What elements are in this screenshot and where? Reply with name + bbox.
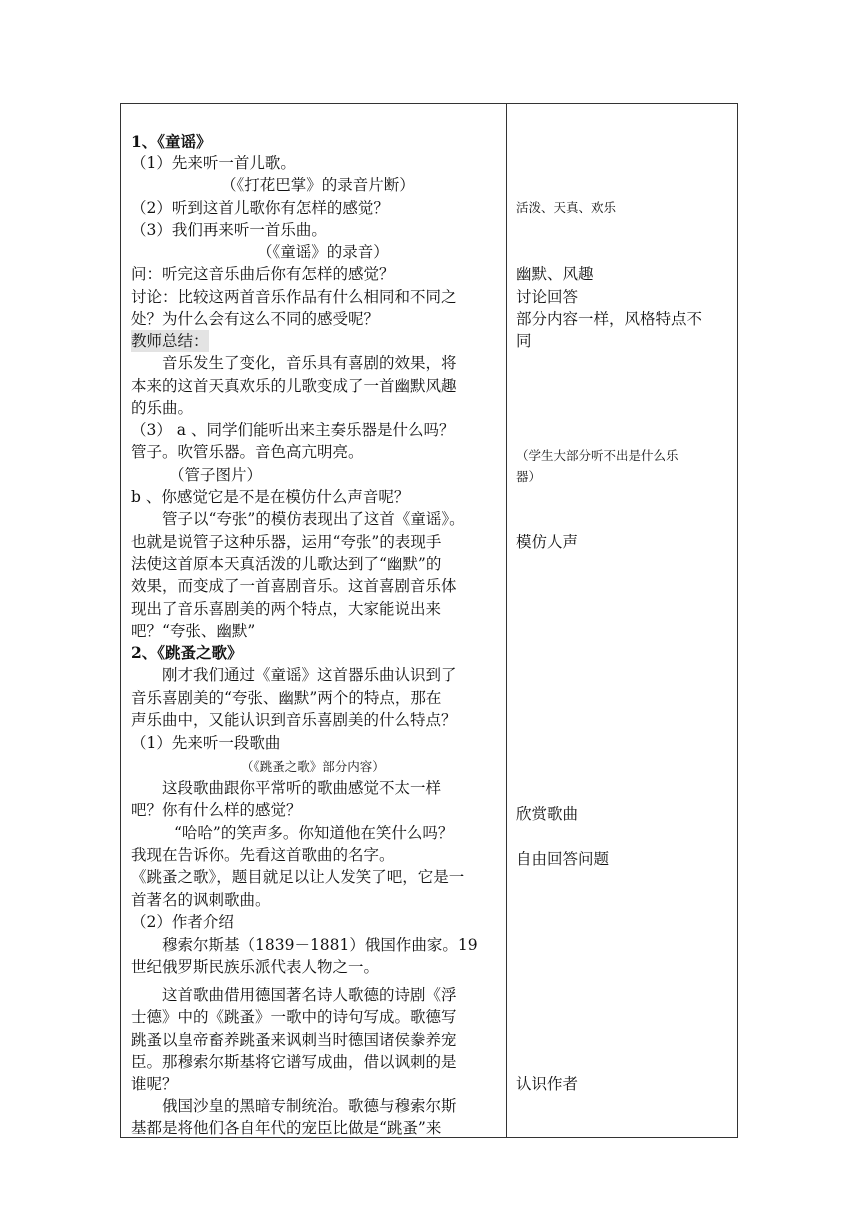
left-line: 法使这首原本天真活泼的儿歌达到了“幽默”的 bbox=[131, 555, 442, 573]
left-line: 这首歌曲借用德国著名诗人歌德的诗剧《浮 bbox=[162, 986, 457, 1004]
left-line: 臣。那穆索尔斯基将它谱写成曲，借以讽刺的是 bbox=[131, 1053, 457, 1071]
left-line: 处？为什么会有这么不同的感受呢？ bbox=[131, 310, 380, 328]
left-line: 吧？你有什么样的感觉？ bbox=[131, 801, 302, 819]
left-line: 也就是说管子这种乐器，运用“夸张”的表现手 bbox=[131, 533, 442, 551]
left-line: （《童谣》的录音） bbox=[257, 243, 389, 261]
right-note: （学生大部分听不出是什么乐 bbox=[516, 448, 679, 463]
teacher-summary-label: 教师总结： bbox=[131, 332, 209, 350]
column-divider bbox=[506, 104, 507, 1137]
lesson-table bbox=[120, 103, 738, 1138]
left-line: （3） a 、同学们能听出来主奏乐器是什么吗？ bbox=[131, 421, 455, 439]
left-line: 穆索尔斯基（1839－1881）俄国作曲家。19 bbox=[162, 936, 478, 954]
left-line: （3）我们再来听一首乐曲。 bbox=[131, 221, 327, 239]
left-line: 音乐喜剧美的“夸张、幽默”两个的特点，那在 bbox=[131, 689, 442, 707]
left-line: 俄国沙皇的黑暗专制统治。歌德与穆索尔斯 bbox=[162, 1097, 457, 1115]
right-note: 讨论回答 bbox=[516, 288, 579, 306]
left-line: 吧？“夸张、幽默” bbox=[131, 622, 256, 640]
right-note: 部分内容一样，风格特点不 bbox=[516, 310, 703, 328]
section-title-2: 2、《跳蚤之歌》 bbox=[131, 643, 243, 662]
left-line: （1）先来听一段歌曲 bbox=[131, 734, 281, 752]
right-note: 幽默、风趣 bbox=[516, 265, 594, 283]
left-line: 《跳蚤之歌》，题目就足以让人发笑了吧，它是一 bbox=[131, 868, 465, 886]
left-line: （2）作者介绍 bbox=[131, 913, 234, 931]
left-line: 首著名的讽刺歌曲。 bbox=[131, 891, 271, 909]
left-line: 的乐曲。 bbox=[131, 399, 194, 417]
left-line: 问：听完这音乐曲后你有怎样的感觉？ bbox=[131, 265, 395, 283]
left-line: 管子。吹管乐器。音色高亢明亮。 bbox=[131, 443, 364, 461]
left-line: b 、你感觉它是不是在模仿什么声音呢？ bbox=[131, 488, 410, 506]
left-line: （1）先来听一首儿歌。 bbox=[131, 154, 296, 172]
left-line: 效果，而变成了一首喜剧音乐。这首喜剧音乐体 bbox=[131, 577, 457, 595]
left-line: （《跳蚤之歌》部分内容） bbox=[241, 759, 385, 774]
right-note: 欣赏歌曲 bbox=[516, 805, 579, 823]
left-line: 现出了音乐喜剧美的两个特点，大家能说出来 bbox=[131, 600, 442, 618]
left-line: 跳蚤以皇帝畜养跳蚤来讽刺当时德国诸侯豢养宠 bbox=[131, 1031, 457, 1049]
left-line: （管子图片） bbox=[169, 466, 263, 484]
left-line: 我现在告诉你。先看这首歌曲的名字。 bbox=[131, 846, 395, 864]
left-line: 本来的这首天真欢乐的儿歌变成了一首幽默风趣 bbox=[131, 377, 457, 395]
right-note: 模仿人声 bbox=[516, 533, 579, 551]
left-line: 基都是将他们各自年代的宠臣比做是“跳蚤”来 bbox=[131, 1119, 442, 1137]
section-title-1: 1、《童谣》 bbox=[131, 132, 212, 151]
left-line: “哈哈”的笑声多。你知道他在笑什么吗？ bbox=[174, 824, 454, 842]
left-line: 这段歌曲跟你平常听的歌曲感觉不太一样 bbox=[162, 779, 442, 797]
left-line: 谁呢？ bbox=[131, 1075, 178, 1093]
left-line: 讨论：比较这两首音乐作品有什么相同和不同之 bbox=[131, 288, 457, 306]
left-line: 声乐曲中，又能认识到音乐喜剧美的什么特点？ bbox=[131, 711, 457, 729]
left-line: 音乐发生了变化，音乐具有喜剧的效果，将 bbox=[162, 354, 457, 372]
right-note: 认识作者 bbox=[516, 1075, 579, 1093]
left-line: 世纪俄罗斯民族乐派代表人物之一。 bbox=[131, 958, 380, 976]
left-line: 管子以“夸张”的模仿表现出了这首《童谣》。 bbox=[162, 510, 465, 528]
left-line: 士德》中的《跳蚤》一歌中的诗句写成。歌德写 bbox=[131, 1008, 457, 1026]
right-note: 器） bbox=[516, 469, 542, 484]
left-line: （2）听到这首儿歌你有怎样的感觉？ bbox=[131, 199, 389, 217]
left-line: （《打花巴掌》的录音片断） bbox=[221, 176, 415, 194]
right-note: 自由回答问题 bbox=[516, 850, 610, 868]
left-line: 刚才我们通过《童谣》这首器乐曲认识到了 bbox=[162, 666, 457, 684]
right-note: 活泼、天真、欢乐 bbox=[516, 200, 617, 215]
right-note: 同 bbox=[516, 332, 532, 350]
